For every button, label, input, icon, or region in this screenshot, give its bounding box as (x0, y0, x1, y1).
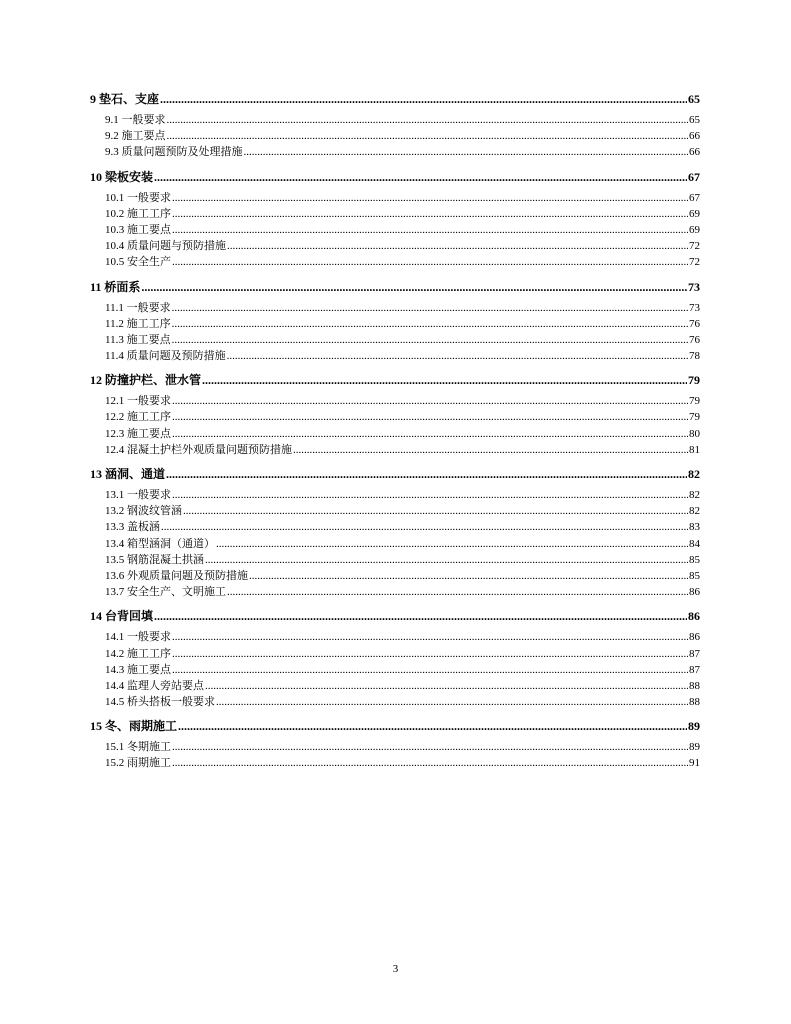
toc-section-entry[interactable] (90, 348, 700, 364)
toc-section-entry-page: 66 (689, 146, 700, 159)
toc-section-entry[interactable] (90, 409, 700, 425)
toc-section-entry[interactable] (90, 678, 700, 694)
toc-section-entry[interactable] (90, 332, 700, 348)
toc-section-entry-title: 11.2 施工工序 (105, 317, 171, 330)
toc-section-entry-title: 10.5 安全生产 (105, 256, 171, 269)
toc-section-entry-title: 13.3 盖板涵 (105, 521, 160, 534)
toc-chapter-entry[interactable] (90, 607, 700, 625)
dot-leader (202, 371, 687, 389)
toc-section-entry-page: 76 (689, 333, 700, 346)
toc-section-entry-page: 88 (689, 696, 700, 709)
dot-leader (167, 112, 689, 128)
toc-section-entry-title: 14.2 施工工序 (105, 647, 171, 660)
toc-section-entry-page: 85 (689, 569, 700, 582)
toc-section-entry-page: 82 (689, 505, 700, 518)
toc-section-entry[interactable] (90, 739, 700, 755)
toc-chapter-entry-title: 15 冬、雨期施工 (90, 719, 178, 734)
toc-chapter-entry-page: 67 (688, 169, 700, 184)
toc-section-entry-title: 12.2 施工工序 (105, 411, 171, 424)
dot-leader (172, 332, 688, 348)
dot-leader (183, 503, 688, 519)
toc-section-entry[interactable] (90, 629, 700, 645)
toc-section-entry[interactable] (90, 190, 700, 206)
toc-chapter-entry[interactable] (90, 371, 700, 389)
toc-section-entry-title: 13.1 一般要求 (105, 489, 171, 501)
dot-leader (172, 629, 688, 645)
toc-section-entry-title: 9.1 一般要求 (105, 114, 166, 126)
toc-section-entry-title: 14.3 施工要点 (105, 663, 171, 676)
toc-section-entry-title: 11.1 一般要求 (105, 301, 171, 314)
toc-section-entry[interactable] (90, 300, 700, 316)
toc-chapter (90, 717, 700, 771)
toc-chapter-entry-title: 11 桥面系 (90, 279, 141, 294)
dot-leader (178, 717, 687, 735)
dot-leader (172, 409, 688, 425)
toc-section-entry-title: 15.1 冬期施工 (105, 741, 171, 754)
toc-section-entry-title: 13.4 箱型涵洞（通道） (105, 537, 215, 550)
toc-section-entry-title: 10.2 施工工序 (105, 207, 171, 220)
toc-section-entry-page: 87 (689, 647, 700, 660)
toc-section-entry-title: 12.1 一般要求 (105, 395, 171, 408)
toc-section-entry[interactable] (90, 755, 700, 771)
toc-chapter-entry[interactable] (90, 465, 700, 483)
toc-section-entry[interactable] (90, 503, 700, 519)
dot-leader (227, 584, 688, 600)
dot-leader (172, 426, 688, 442)
toc-section-entry[interactable] (90, 584, 700, 600)
toc-section-entry[interactable] (90, 254, 700, 270)
dot-leader (205, 552, 688, 568)
dot-leader (227, 238, 688, 254)
toc-section-entry[interactable] (90, 128, 700, 144)
toc-chapter-entry[interactable] (90, 90, 700, 108)
toc-section-entry-title: 12.3 施工要点 (105, 427, 171, 440)
dot-leader (172, 206, 688, 222)
dot-leader (166, 465, 687, 483)
toc-chapter (90, 371, 700, 458)
dot-leader (154, 607, 687, 625)
toc-section-entry-title: 9.3 质量问题预防及处理措施 (105, 146, 243, 159)
toc-section-entry[interactable] (90, 206, 700, 222)
toc-section-entry-page: 73 (689, 301, 700, 314)
toc-section-entry-page: 79 (689, 395, 700, 408)
toc-section-entry-page: 87 (689, 663, 700, 676)
toc-section-entry[interactable] (90, 552, 700, 568)
dot-leader (172, 739, 688, 755)
dot-leader (172, 300, 688, 316)
toc-section-entry[interactable] (90, 536, 700, 552)
toc-chapter-entry-title: 10 梁板安装 (90, 169, 154, 184)
dot-leader (249, 568, 688, 584)
dot-leader (216, 536, 688, 552)
toc-section-entry-title: 11.4 质量问题及预防措施 (105, 350, 226, 363)
toc-chapter-entry-page: 82 (688, 467, 700, 481)
toc-chapter-entry[interactable] (90, 278, 700, 296)
toc-section-entry-page: 80 (689, 427, 700, 440)
toc-section-entry-page: 65 (689, 114, 700, 126)
toc-section-entry-page: 81 (689, 443, 700, 456)
dot-leader (293, 442, 688, 458)
toc-section-entry[interactable] (90, 112, 700, 128)
toc-section-entry-page: 72 (689, 240, 700, 253)
dot-leader (172, 190, 688, 206)
toc-chapter (90, 168, 700, 271)
toc-section-entry-title: 15.2 雨期施工 (105, 757, 171, 770)
dot-leader (167, 128, 689, 144)
toc-section-entry-page: 86 (689, 631, 700, 644)
dot-leader (172, 316, 688, 332)
toc-chapter (90, 90, 700, 161)
toc-section-entry[interactable] (90, 316, 700, 332)
toc-section-entry[interactable] (90, 393, 700, 409)
dot-leader (172, 254, 688, 270)
toc-section-entry-title: 12.4 混凝土护栏外观质量问题预防措施 (105, 443, 292, 456)
toc-section-entry[interactable] (90, 442, 700, 458)
toc-section-entry-page: 76 (689, 317, 700, 330)
dot-leader (172, 222, 688, 238)
toc-chapter (90, 278, 700, 365)
toc-section-entry-page: 78 (689, 350, 700, 363)
toc-section-entry[interactable] (90, 646, 700, 662)
toc-section-entry[interactable] (90, 222, 700, 238)
toc-chapter-entry[interactable] (90, 717, 700, 735)
toc-section-entry-title: 14.1 一般要求 (105, 631, 171, 644)
toc-section-entry[interactable] (90, 144, 700, 160)
toc-chapter-entry-page: 89 (688, 719, 700, 734)
toc-section-entry[interactable] (90, 694, 700, 710)
dot-leader (141, 278, 687, 296)
toc-section-entry[interactable] (90, 662, 700, 678)
dot-leader (154, 168, 687, 186)
dot-leader (172, 393, 688, 409)
dot-leader (172, 646, 688, 662)
toc-section-entry-page: 67 (689, 191, 700, 204)
toc-section-entry-page: 88 (689, 679, 700, 692)
toc-section-entry-title: 13.5 钢筋混凝土拱涵 (105, 553, 204, 566)
toc-section-entry-page: 84 (689, 537, 700, 550)
toc-section-entry-title: 13.6 外观质量问题及预防措施 (105, 569, 248, 582)
toc-section-entry-title: 14.4 监理人旁站要点 (105, 679, 204, 692)
toc-section-entry[interactable] (90, 487, 700, 503)
toc-section-entry-page: 89 (689, 741, 700, 754)
dot-leader (244, 144, 689, 160)
toc-section-entry-title: 10.4 质量问题与预防措施 (105, 240, 226, 253)
toc-section-entry-title: 14.5 桥头搭板一般要求 (105, 696, 215, 709)
toc-section-entry-page: 85 (689, 553, 700, 566)
toc-section-entry-title: 11.3 施工要点 (105, 333, 171, 346)
toc-section-entry-title: 10.3 施工要点 (105, 223, 171, 236)
page-number: 3 (392, 963, 399, 975)
toc-section-entry-page: 69 (689, 223, 700, 236)
toc-chapter-entry-page: 86 (688, 609, 700, 624)
toc-section-entry[interactable] (90, 519, 700, 535)
toc-section-entry-page: 72 (689, 256, 700, 269)
dot-leader (172, 487, 688, 503)
toc-chapter-entry-title: 13 涵洞、通道 (90, 467, 166, 481)
toc-chapter-entry-page: 73 (688, 279, 700, 294)
toc-chapter (90, 607, 700, 710)
toc-section-entry-title: 13.7 安全生产、文明施工 (105, 586, 226, 599)
dot-leader (205, 678, 688, 694)
dot-leader (161, 519, 688, 535)
toc-section-entry-page: 83 (689, 521, 700, 534)
toc-chapter-entry-title: 12 防撞护栏、泄水管 (90, 373, 202, 388)
toc-chapter (90, 465, 700, 600)
toc-section-entry[interactable] (90, 426, 700, 442)
toc-section-entry-title: 10.1 一般要求 (105, 191, 171, 204)
dot-leader (160, 90, 687, 108)
toc-section-entry-title: 13.2 钢波纹管涵 (105, 505, 182, 518)
dot-leader (172, 755, 688, 771)
toc-section-entry-page: 66 (689, 130, 700, 143)
dot-leader (172, 662, 688, 678)
toc-section-entry-page: 79 (689, 411, 700, 424)
toc-section-entry-page: 69 (689, 207, 700, 220)
toc-section-entry[interactable] (90, 568, 700, 584)
toc-section-entry-page: 91 (689, 757, 700, 770)
toc-chapter-entry-page: 65 (688, 92, 700, 106)
toc-chapter-entry-title: 14 台背回填 (90, 609, 154, 624)
toc-section-entry-page: 82 (689, 489, 700, 501)
toc-chapter-entry[interactable] (90, 168, 700, 186)
table-of-contents (90, 90, 700, 779)
toc-section-entry-page: 86 (689, 586, 700, 599)
toc-section-entry-title: 9.2 施工要点 (105, 130, 166, 143)
dot-leader (216, 694, 688, 710)
dot-leader (227, 348, 688, 364)
toc-chapter-entry-title: 9 垫石、支座 (90, 92, 160, 106)
toc-section-entry[interactable] (90, 238, 700, 254)
toc-chapter-entry-page: 79 (688, 373, 700, 388)
